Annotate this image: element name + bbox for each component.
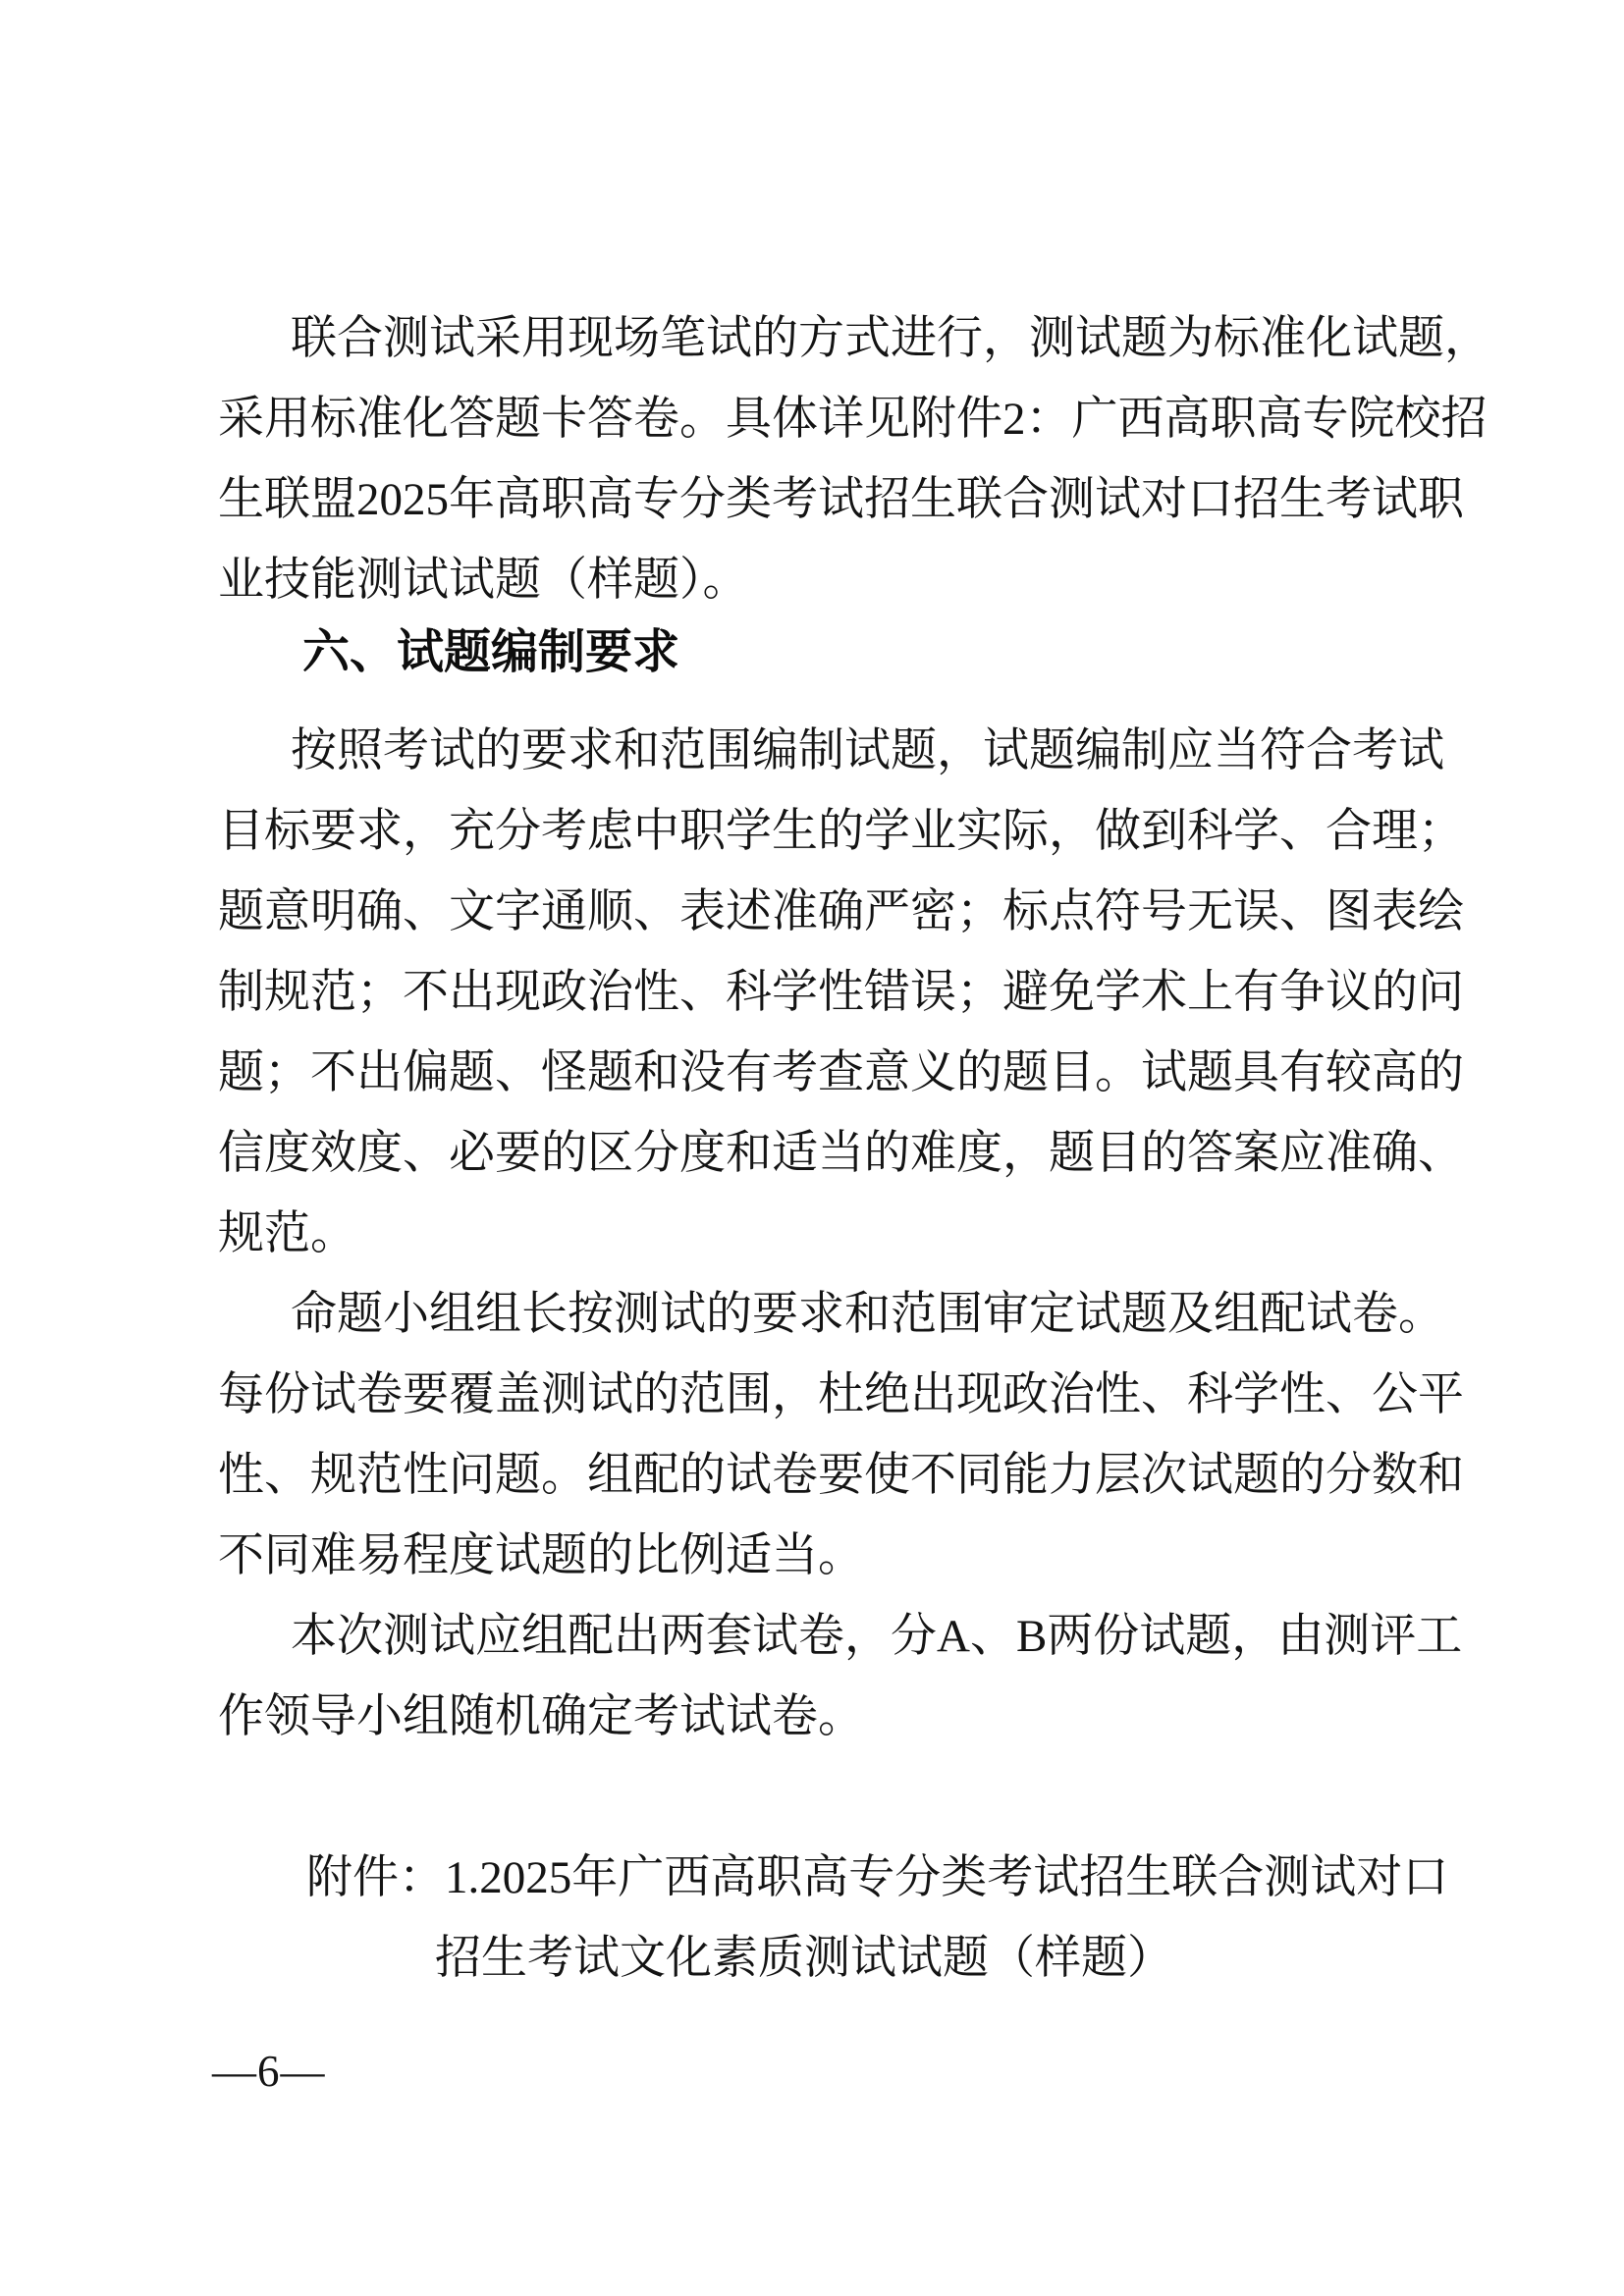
paragraph-line: 业技能测试试题（样题）。 [218,555,749,606]
attachment-spacer [218,1757,1504,1838]
paragraph-line: 不同难易程度试题的比例适当。 [218,1530,864,1581]
paragraph-line: 制规范；不出现政治性、科学性错误；避免学术上有争议的问 [218,967,1464,1018]
section-heading: 六、试题编制要求 [302,626,680,678]
paragraph-line: 规范。 [218,1208,356,1259]
paragraph-line: 每份试卷要覆盖测试的范围，杜绝出现政治性、科学性、公平 [218,1369,1464,1420]
attachment-line: 附件：1.2025年广西高职高专分类考试招生联合测试对口 [306,1852,1449,1903]
page-number: —6— [212,2047,326,2096]
paragraph-line: 目标要求，充分考虑中职学生的学业实际，做到科学、合理； [218,806,1464,857]
paragraph-line: 性、规范性问题。组配的试卷要使不同能力层次试题的分数和 [218,1450,1464,1501]
paragraph-line: 命题小组组长按测试的要求和范围审定试题及组配试卷。 [291,1289,1444,1340]
paragraph-line: 题意明确、文字通顺、表述准确严密；标点符号无误、图表绘 [218,886,1464,937]
paragraph-line: 题；不出偏题、怪题和没有考查意义的题目。试题具有较高的 [218,1047,1464,1098]
attachment-line: 招生考试文化素质测试试题（样题） [435,1933,1173,1984]
paragraph-line: 作领导小组随机确定考试试卷。 [218,1691,864,1742]
paragraph-line: 生联盟2025年高职高专分类考试招生联合测试对口招生考试职 [218,474,1464,525]
paragraph-line: 联合测试采用现场笔试的方式进行，测试题为标准化试题， [291,313,1490,364]
paragraph-line: 本次测试应组配出两套试卷，分A、B两份试题，由测评工 [291,1611,1463,1662]
paragraph-line: 采用标准化答题卡答卷。具体详见附件2：广西高职高专院校招 [218,394,1488,445]
document-body [218,0,1504,1999]
paragraph-line: 按照考试的要求和范围编制试题，试题编制应当符合考试 [291,725,1444,776]
paragraph-line: 信度效度、必要的区分度和适当的难度，题目的答案应准确、 [218,1128,1464,1179]
